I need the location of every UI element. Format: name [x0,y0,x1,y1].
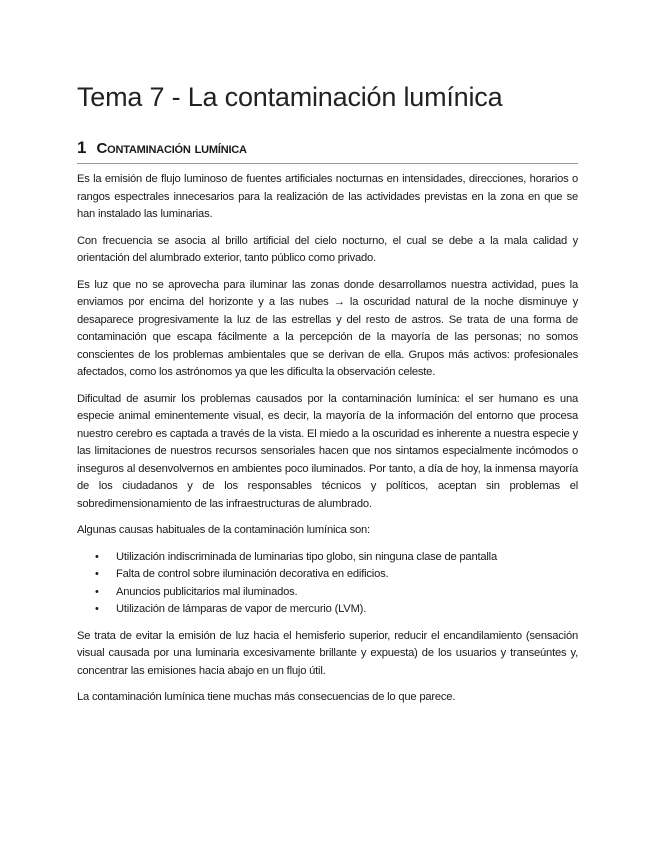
list-item [77,566,578,584]
paragraph-wasted-light: Es luz que no se aprovecha para iluminar las zonas donde desarrollamos nuestra actividad, pues la enviamos por encima del horizonte y a las nubes → la oscuridad natural de la noche disminuye y desaparece progresivamente la luz de las estrellas y del resto de astros. Se trata de una forma de contaminación que escapa fácilmente a la percepción de la mayoría de las personas; no somos conscientes de los problemas ambientales que se derivan de ella. Grupos más activos: profesionales afectados, como los astrónomos ya que les dificulta la observación celeste. [77,278,578,378]
paragraph-sky-glow: Con frecuencia se asocia al brillo artificial del cielo nocturno, el cual se debe a la mala calidad y orientación del alumbrado exterior, tanto público como privado. [77,234,578,264]
bullet-icon: • [95,568,99,580]
list-item [77,549,578,567]
bullet-icon: • [95,550,99,563]
document-title: Tema 7 - La contaminación lumínica [77,82,503,112]
section-title: Contaminación lumínica [96,140,247,157]
list-item-text: Utilización indiscriminada de luminarias tipo globo, sin ninguna clase de pantalla [116,550,497,563]
section-heading [77,138,578,164]
list-item-text: Anuncios publicitarios mal iluminados. [116,585,298,598]
list-item-text: Utilización de lámparas de vapor de mercurio (LVM). [116,603,367,615]
paragraph-consequences: La contaminación lumínica tiene muchas más consecuencias de lo que parece. [77,691,456,703]
paragraph-difficulty: Dificultad de asumir los problemas causados por la contaminación lumínica: el ser humano es una especie animal eminentemente visual, es decir, la mayoría de la información del entorno que procesa nuestro cerebro es captada a través de la vista. El miedo a la oscuridad es inherente a nuestra especie y las limitaciones de nuestros recursos sensoriales hacen que nos sintamos especialmente incómodos o inseguros al desenvolvernos en ambientes poco iluminados. Por tanto, a día de hoy, la inmensa mayoría de los ciudadanos y de los responsables técnicos y políticos, aceptan sin problemas el sobredimensionamiento de las infraestructuras de alumbrado. [77,392,578,510]
list-item-text: Falta de control sobre iluminación decorativa en edificios. [116,568,389,580]
bullet-icon: • [95,603,99,615]
bullet-icon: • [95,585,99,598]
causes-list [77,549,578,619]
paragraph-definition: Es la emisión de flujo luminoso de fuentes artificiales nocturnas en intensidades, direcciones, horarios o rangos espectrales innecesarios para la realización de las actividades previstas en la zona en que se han instalado las luminarias. [77,173,578,220]
list-item [77,584,578,602]
list-item [77,601,578,619]
paragraph-solutions: Se trata de evitar la emisión de luz hacia el hemisferio superior, reducir el encandilamiento (sensación visual causada por una luminaria excesivamente brillante y expuesta) de los usuarios y transeúntes y, concentrar las emisiones hacia abajo en un flujo útil. [77,629,578,677]
paragraph-causes-intro: Algunas causas habituales de la contaminación lumínica son: [77,524,370,536]
section-number: 1 [77,138,87,157]
